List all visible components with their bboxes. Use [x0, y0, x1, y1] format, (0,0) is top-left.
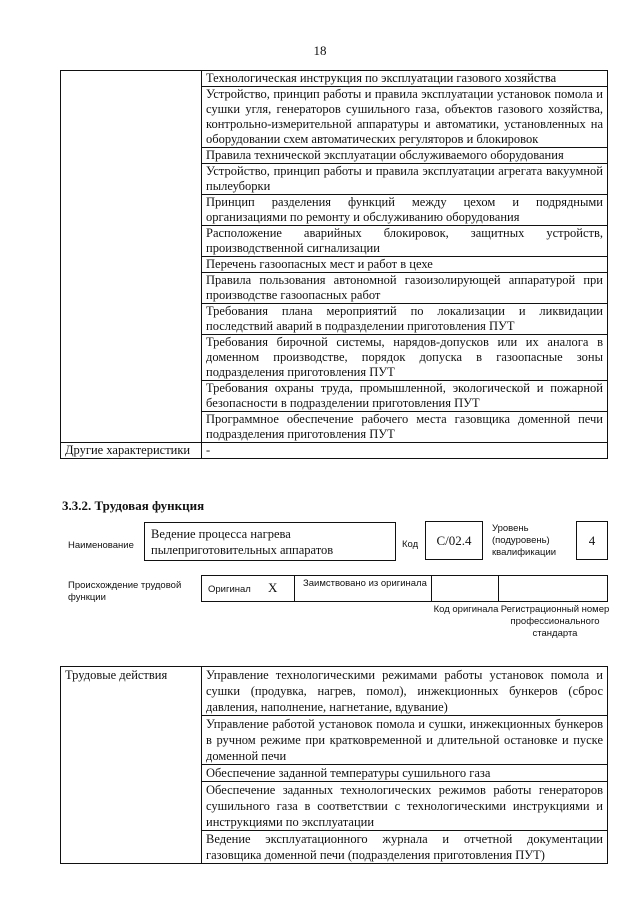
knowledge-row-text: Принцип разделения функций между цехом и подрядными организациями по ремонту и обслуживанию оборудования [202, 195, 608, 226]
section-heading: 3.3.2. Трудовая функция [62, 498, 205, 513]
other-characteristics-value: - [202, 443, 608, 459]
knowledge-row-text: Программное обеспечение рабочего места газовщика доменной печи подразделения приготовления ПУТ [202, 412, 608, 443]
action-row-text: Ведение эксплуатационного журнала и отчетной документации газовщика доменной печи (подразделения приготовления ПУТ) [202, 831, 608, 864]
knowledge-row-text: Технологическая инструкция по эксплуатации газового хозяйства [202, 71, 608, 87]
knowledge-row-text: Правила технической эксплуатации обслуживаемого оборудования [202, 148, 608, 164]
level-label: Уровень (подуровень) квалификации [492, 523, 557, 558]
original-code-label: Код оригинала [433, 604, 499, 615]
original-mark: X [268, 580, 278, 595]
knowledge-table [60, 70, 608, 459]
page-number: 18 [313, 43, 327, 58]
action-row [61, 667, 608, 716]
borrowed-cell [294, 575, 432, 602]
level-value: 4 [588, 533, 596, 548]
code-label: Код [402, 539, 419, 550]
code-value: C/02.4 [436, 533, 472, 548]
knowledge-row-text: Устройство, принцип работы и правила эксплуатации установок помола и сушки угля, генераторов сушильного газа, объектов газового хозяйства, контрольно-измерительной аппаратуры и автоматики, установленных на оборудовании схем автоматических регуляторов и блокировок [202, 87, 608, 148]
knowledge-row-label [61, 71, 202, 443]
knowledge-row-text: Перечень газоопасных мест и работ в цехе [202, 257, 608, 273]
original-label: Оригинал [208, 584, 251, 595]
level-field [576, 521, 608, 560]
registration-number-cell [498, 575, 608, 602]
code-field [425, 521, 483, 560]
other-characteristics-row [61, 443, 608, 459]
action-row-text: Обеспечение заданной температуры сушильного газа [202, 765, 608, 782]
registration-number-label: Регистрационный номер профессионального стандарта [500, 604, 610, 639]
origin-label: Происхождение трудовой функции [68, 580, 182, 603]
knowledge-row [61, 71, 608, 87]
knowledge-row-text: Требования охраны труда, промышленной, экологической и пожарной безопасности в подразделении приготовления ПУТ [202, 381, 608, 412]
knowledge-row-text: Требования бирочной системы, нарядов-допусков или их аналога в доменном производстве, порядок допуска в газоопасные зоны подразделения приготовления ПУТ [202, 335, 608, 381]
knowledge-row-text: Требования плана мероприятий по локализации и ликвидации последствий аварий в подразделении приготовления ПУТ [202, 304, 608, 335]
original-code-cell [431, 575, 499, 602]
other-characteristics-label: Другие характеристики [61, 443, 202, 459]
action-row-label: Трудовые действия [61, 667, 202, 864]
actions-table [60, 666, 608, 864]
knowledge-row-text: Расположение аварийных блокировок, защитных устройств, производственной сигнализации [202, 226, 608, 257]
origin-row [201, 575, 608, 602]
knowledge-row-text: Правила пользования автономной газоизолирующей аппаратурой при производстве газоопасных работ [202, 273, 608, 304]
action-row-text: Управление технологическими режимами работы установок помола и сушки (продувка, нагрев, помол), инжекционных бункеров (сброс давления, наполнение, нагнетание, вдувание) [202, 667, 608, 716]
knowledge-row-text: Устройство, принцип работы и правила эксплуатации агрегата вакуумной пылеуборки [202, 164, 608, 195]
action-row-text: Управление работой установок помола и сушки, инжекционных бункеров в ручном режиме при кратковременной и длительной остановке и пуске доменной печи [202, 716, 608, 765]
borrowed-label: Заимствовано из оригинала [303, 578, 427, 589]
name-label: Наименование [68, 540, 134, 551]
action-row-text: Обеспечение заданных технологических режимов работы генераторов сушильного газа в соответствии с технологическими инструкциями и инструкциями по эксплуатации [202, 782, 608, 831]
original-cell [201, 575, 295, 602]
function-name-value: Ведение процесса нагрева пылеприготовительных аппаратов [151, 527, 334, 557]
function-name-field [144, 522, 396, 561]
